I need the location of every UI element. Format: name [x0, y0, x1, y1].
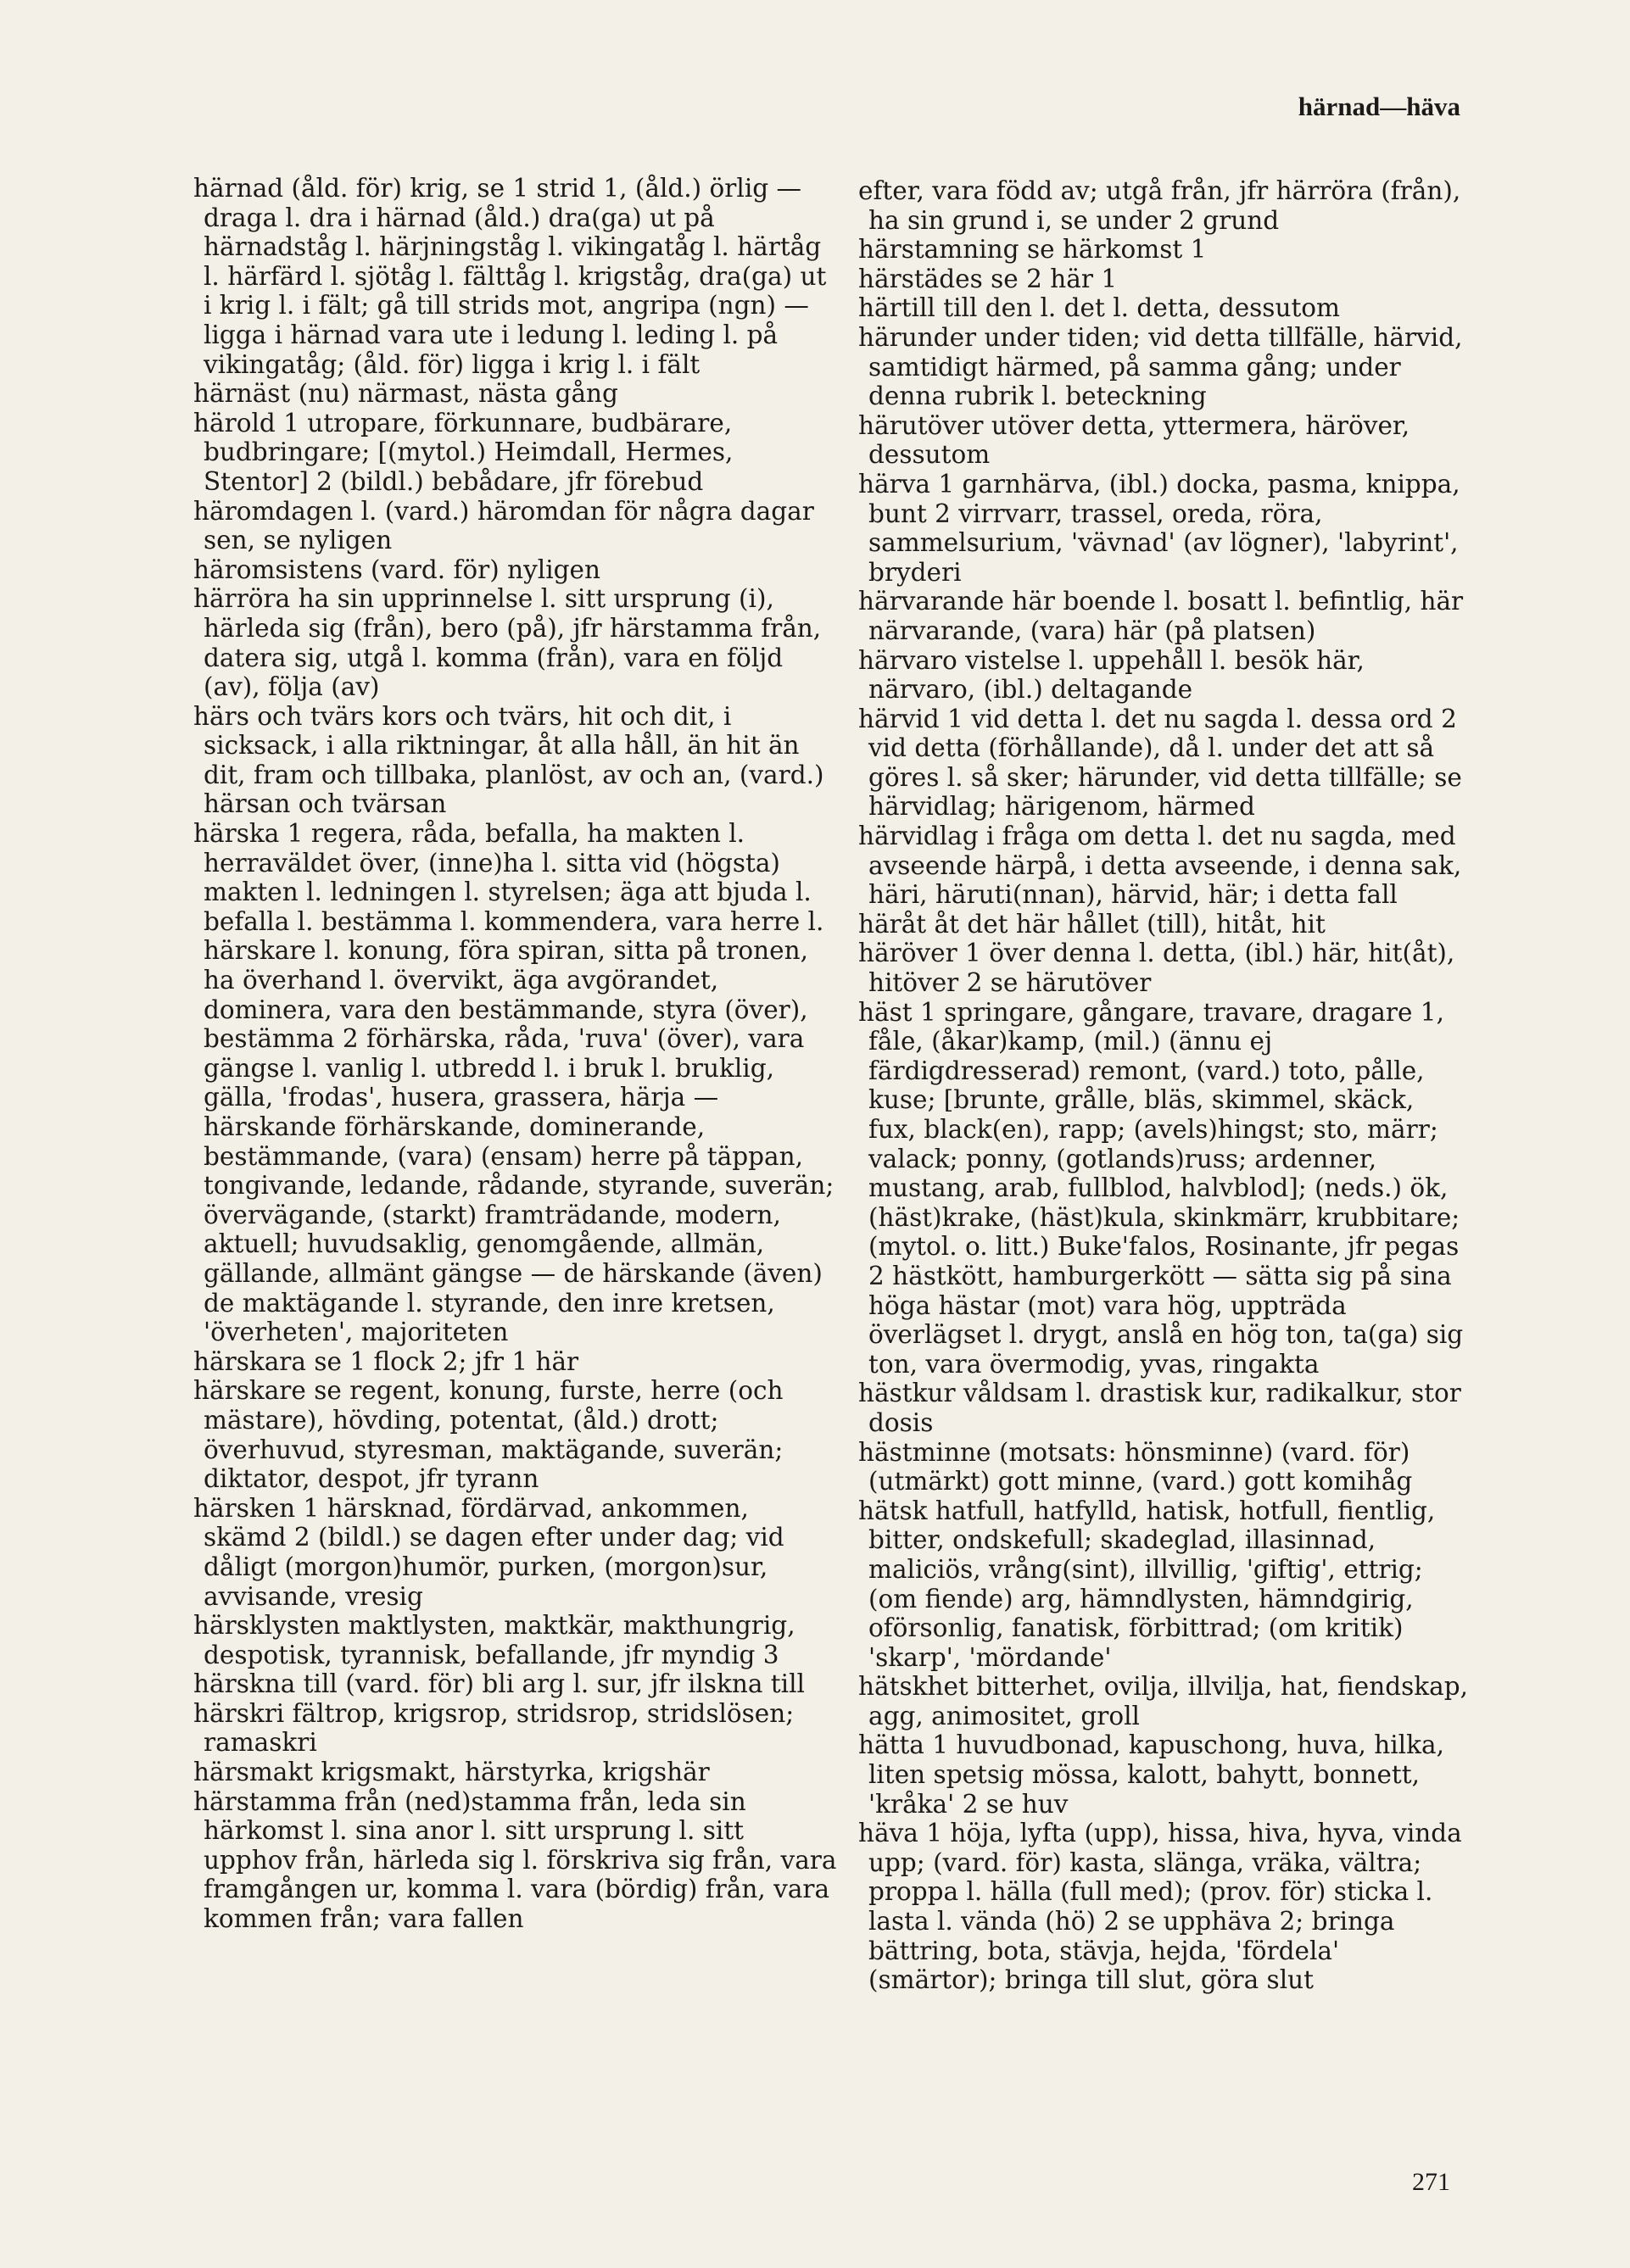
dictionary-entry: hästminne (motsats: hönsminne) (vard. för) (utmärkt) gott minne, (vard.) gott komihåg — [858, 1437, 1413, 1496]
dictionary-entry: härva 1 garnhärva, (ibl.) docka, pasma, knippa, bunt 2 virrvarr, trassel, oreda, röra, sammelsurium, 'vävnad' (av lögner), 'labyrint', bryderi — [858, 469, 1460, 587]
right-column — [858, 176, 1469, 1995]
dictionary-entry: hätsk hatfull, hatfylld, hatisk, hotfull, fientlig, bitter, ondskefull; skadeglad, illasinnad, maliciös, vrång(sint), illvillig, 'giftig', ettrig; (om fiende) arg, hämndlysten, hämndgirig, oförsonlig, fanatisk, förbittrad; (om kritik) 'skarp', 'mördande' — [858, 1496, 1436, 1672]
dictionary-entry: hästkur våldsam l. drastisk kur, radikalkur, stor dosis — [858, 1379, 1461, 1437]
dictionary-entry: härold 1 utropare, förkunnare, budbärare, budbringare; [(mytol.) Heimdall, Hermes, Stentor] 2 (bildl.) bebådare, jfr förebud — [193, 408, 734, 496]
dictionary-entry: härtill till den l. det l. detta, dessutom — [858, 293, 1341, 323]
dictionary-entry: härska 1 regera, råda, befalla, ha makten l. herraväldet över, (inne)ha l. sitta vid (högsta) makten l. ledningen l. styrelsen; äga att bjuda l. befalla l. bestämma l. kommendera, vara herre l. härskare l. konung, föra spiran, sitta på tronen, ha överhand l. övervikt, äga avgörandet, dominera, vara den bestämmande, styra (över), bestämma 2 förhärska, råda, 'ruva' (över), vara gängse l. vanlig l. utbredd l. i bruk l. bruklig, gälla, 'frodas', husera, grassera, härja — härskande förhärskande, dominerande, bestämmande, (vara) (ensam) herre på täppan, tongivande, ledande, rådande, styrande, suverän; övervägande, (starkt) framträdande, modern, aktuell; huvudsaklig, genomgående, allmän, gällande, allmänt gängse — de härskande (även) de maktägande l. styrande, den inre kretsen, 'överheten', majoriteten — [193, 819, 835, 1347]
dictionary-entry: härskare se regent, konung, furste, herre (och mästare), hövding, potentat, (åld.) drott; överhuvud, styresman, maktägande, suverän; diktator, despot, jfr tyrann — [193, 1376, 784, 1494]
left-column — [193, 174, 838, 1934]
page-number: 271 — [1412, 2168, 1450, 2196]
dictionary-entry: härröra ha sin upprinnelse l. sitt ursprung (i), härleda sig (från), bero (på), jfr härstamma från, datera sig, utgå l. komma (från), vara en följd (av), följa (av) — [193, 584, 822, 702]
dictionary-entry: häromdagen l. (vard.) häromdan för några dagar sen, se nyligen — [193, 496, 814, 555]
dictionary-entry: härstädes se 2 här 1 — [858, 264, 1118, 293]
dictionary-entry: häva 1 höja, lyfta (upp), hissa, hiva, hyva, vinda upp; (vard. för) kasta, slänga, vräka, vältra; proppa l. hälla (full med); (prov. för) sticka l. lasta l. vända (hö) 2 se upphäva 2; bringa bättring, bota, stävja, hejda, 'fördela' (smärtor); bringa till slut, göra slut — [858, 1819, 1462, 1995]
dictionary-entry: härvaro vistelse l. uppehåll l. besök här, närvaro, (ibl.) deltagande — [858, 645, 1365, 705]
dictionary-entry: häröver 1 över denna l. detta, (ibl.) här, hit(åt), hitöver 2 se härutöver — [858, 939, 1455, 998]
dictionary-entry: härs och tvärs kors och tvärs, hit och dit, i sicksack, i alla riktningar, åt alla håll, än hit än dit, fram och tillbaka, planlöst, av och an, (vard.) härsan och tvärsan — [193, 701, 824, 819]
dictionary-entry: härsmakt krigsmakt, härstyrka, krigshär — [193, 1758, 710, 1787]
dictionary-entry: härskna till (vard. för) bli arg l. sur, jfr ilskna till — [193, 1669, 805, 1699]
dictionary-entry: härvid 1 vid detta l. det nu sagda l. dessa ord 2 vid detta (förhållande), då l. under det att så göres l. så sker; härunder, vid detta tillfälle; se härvidlag; härigenom, härmed — [858, 704, 1462, 822]
dictionary-entry: härvidlag i fråga om detta l. det nu sagda, med avseende härpå, i detta avseende, i denna sak, häri, häruti(nnan), härvid, här; i detta fall — [858, 822, 1462, 910]
dictionary-entry: härvarande här boende l. bosatt l. befintlig, här närvarande, (vara) här (på platsen) — [858, 587, 1464, 645]
dictionary-entry: härutöver utöver detta, yttermera, häröver, dessutom — [858, 410, 1410, 470]
dictionary-entry: hätskhet bitterhet, ovilja, illvilja, hat, fiendskap, agg, animositet, groll — [858, 1672, 1468, 1730]
dictionary-entry: härstamning se härkomst 1 — [858, 235, 1207, 265]
dictionary-entry: härunder under tiden; vid detta tillfälle, härvid, samtidigt härmed, på samma gång; under denna rubrik l. beteckning — [858, 322, 1463, 411]
dictionary-entry: härskri fältrop, krigsrop, stridsrop, stridslösen; ramaskri — [193, 1698, 795, 1758]
dictionary-entry: häst 1 springare, gångare, travare, dragare 1, fåle, (åkar)kamp, (mil.) (ännu ej färdigdresserad) remont, (vard.) toto, pålle, kuse; [brunte, grålle, bläs, skimmel, skäck, fux, black(en), rapp; (avels)hingst; sto, märr; valack; ponny, (gotlands)russ; ardenner, mustang, arab, fullblod, halvblod]; (neds.) ök, (häst)krake, (häst)kula, skinkmärr, krubbitare; (mytol. o. litt.) Buke'falos, Rosinante, jfr pegas 2 hästkött, hamburgerkött — sätta sig på sina höga hästar (mot) vara hög, uppträda överlägset l. drygt, anslå en hög ton, ta(ga) sig ton, vara övermodig, yvas, ringakta — [858, 997, 1464, 1379]
dictionary-entry: härstamma från (ned)stamma från, leda sin härkomst l. sina anor l. sitt ursprung l. sitt upphov från, härleda sig l. förskriva sig från, vara framgången ur, komma l. vara (bördig) från, vara kommen från; vara fallen — [193, 1786, 837, 1934]
running-head: härnad—häva — [1298, 92, 1460, 121]
dictionary-entry: efter, vara född av; utgå från, jfr härröra (från), ha sin grund i, se under 2 grund — [858, 176, 1461, 235]
dictionary-entry: härsklysten maktlysten, maktkär, makthungrig, despotisk, tyrannisk, befallande, jfr myndig 3 — [193, 1611, 795, 1669]
dictionary-entry: härnäst (nu) närmast, nästa gång — [193, 379, 618, 409]
dictionary-entry: härskara se 1 flock 2; jfr 1 här — [193, 1346, 579, 1376]
dictionary-entry: häråt åt det här hållet (till), hitåt, hit — [858, 909, 1326, 939]
dictionary-entry: härnad (åld. för) krig, se 1 strid 1, (åld.) örlig — draga l. dra i härnad (åld.) dra(ga) ut på härnadståg l. härjningståg l. vikingatåg l. härtåg l. härfärd l. sjötåg l. fälttåg l. krigståg, dra(ga) ut i krig l. i fält; gå till strids mot, angripa (ngn) — ligga i härnad vara ute i ledung l. leding l. på vikingatåg; (åld. för) ligga i krig l. i fält — [193, 174, 827, 379]
dictionary-entry: hätta 1 huvudbonad, kapuschong, huva, hilka, liten spetsig mössa, kalott, bahytt, bonnett, 'kråka' 2 se huv — [858, 1730, 1444, 1819]
dictionary-entry: härsken 1 härsknad, fördärvad, ankommen, skämd 2 (bildl.) se dagen efter under dag; vid dåligt (morgon)humör, purken, (morgon)sur, avvisande, vresig — [193, 1493, 784, 1611]
dictionary-entry: häromsistens (vard. för) nyligen — [193, 554, 601, 584]
